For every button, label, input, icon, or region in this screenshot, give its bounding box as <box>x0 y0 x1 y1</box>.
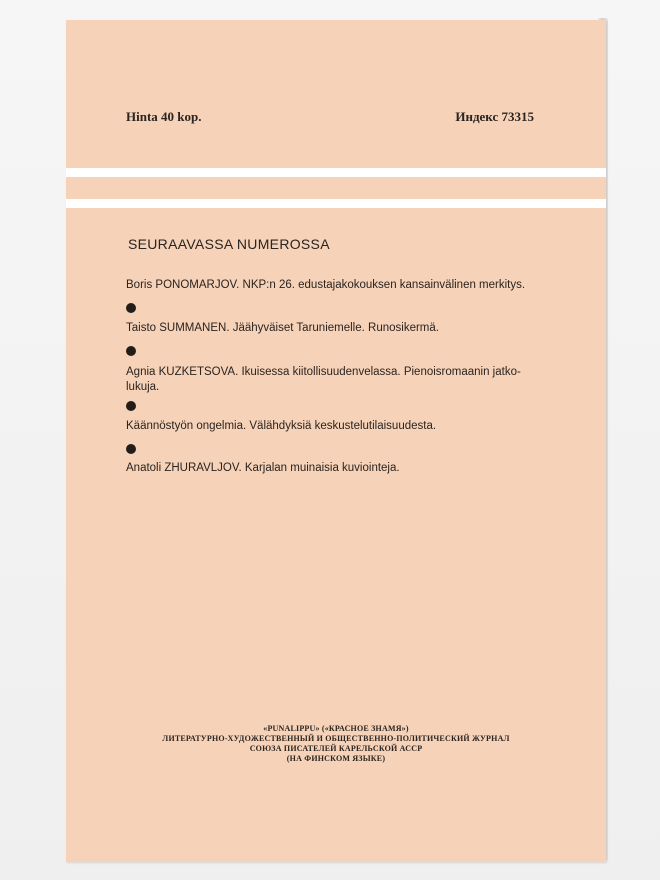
white-stripe-upper <box>66 168 606 177</box>
imprint-line: «PUNALIPPU» («КРАСНОЕ ЗНАМЯ») <box>263 724 409 733</box>
publisher-imprint <box>66 724 606 764</box>
bullet-icon <box>126 346 136 356</box>
magazine-back-cover <box>66 20 606 862</box>
contents-entry: Agnia KUZKETSOVA. Ikuisessa kiitollisuudenvelassa. Pienoisromaanin jatko- lukuja. <box>126 366 521 393</box>
bullet-icon <box>126 444 136 454</box>
bullet-icon <box>126 401 136 411</box>
contents-entry: Boris PONOMARJOV. NKP:n 26. edustajakokouksen kansainvälinen merkitys. <box>126 279 526 291</box>
contents-entry: Anatoli ZHURAVLJOV. Karjalan muinaisia kuviointeja. <box>126 462 400 474</box>
index-number: Индекс 73315 <box>455 109 534 124</box>
contents-entry: Käännöstyön ongelmia. Välähdyksiä keskustelutilaisuudesta. <box>126 420 437 432</box>
bullet-icon <box>126 303 136 313</box>
section-title: SEURAAVASSA NUMEROSSA <box>128 236 330 252</box>
white-stripe-lower <box>66 199 606 208</box>
imprint-line: (НА ФИНСКОМ ЯЗЫКЕ) <box>286 754 386 763</box>
contents-entry: Taisto SUMMANEN. Jäähyväiset Taruniemelle. Runosikermä. <box>126 322 439 334</box>
price-label: Hinta 40 kop. <box>126 109 202 124</box>
imprint-line: ЛИТЕРАТУРНО-ХУДОЖЕСТВЕННЫЙ И ОБЩЕСТВЕННО-ПОЛИТИЧЕСКИЙ ЖУРНАЛ <box>162 734 510 743</box>
imprint-line: СОЮЗА ПИСАТЕЛЕЙ КАРЕЛЬСКОЙ АССР <box>249 744 423 753</box>
